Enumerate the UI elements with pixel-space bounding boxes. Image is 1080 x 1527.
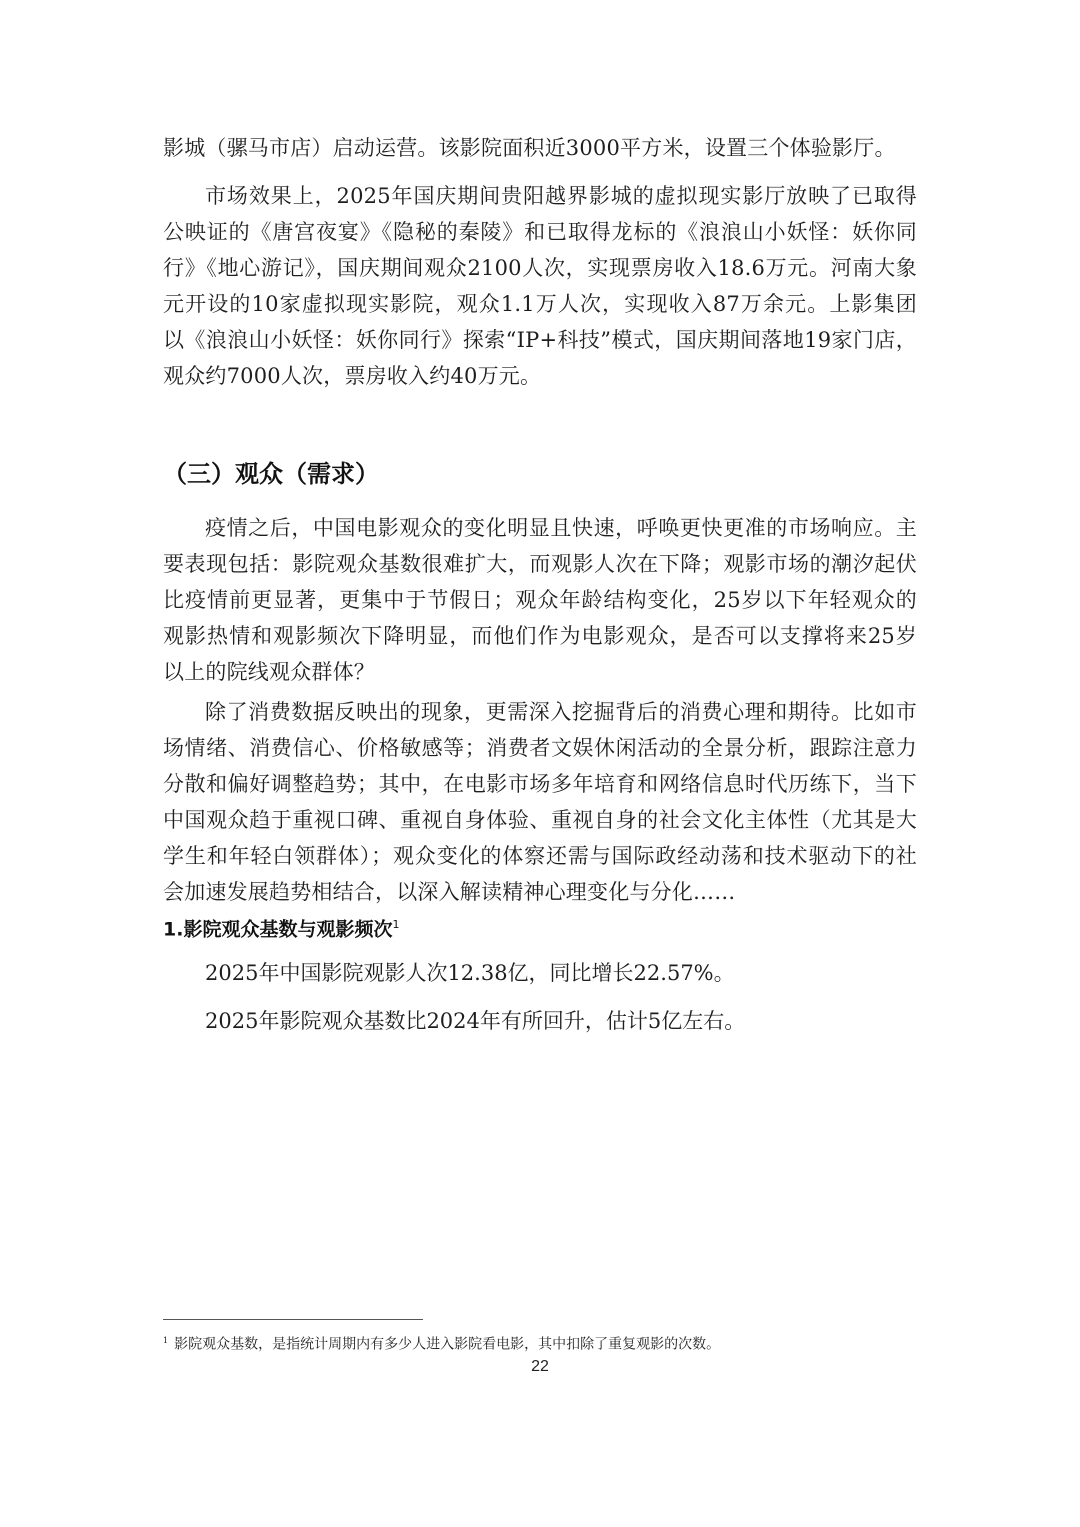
stat-line-admissions: 2025年中国影院观影人次12.38亿，同比增长22.57%。 <box>205 961 735 985</box>
section-heading: （三）观众（需求） <box>163 460 379 488</box>
paragraph-line: 影城（骡马市店）启动运营。该影院面积近3000平方米，设置三个体验影厅。 <box>163 136 896 160</box>
footnote-reference[interactable]: 1 <box>392 918 400 931</box>
footnote <box>163 1330 720 1356</box>
paragraph-line: 元开设的10家虚拟现实影院，观众1.1万人次，实现收入87万余元。上影集团 <box>163 292 917 316</box>
paragraph-line: 市场效果上，2025年国庆期间贵阳越界影城的虚拟现实影厅放映了已取得 <box>205 184 917 208</box>
paragraph-line: 观影热情和观影频次下降明显，而他们作为电影观众，是否可以支撑将来25岁 <box>163 624 917 648</box>
footnote-divider <box>163 1319 423 1320</box>
paragraph-line: 除了消费数据反映出的现象，更需深入挖掘背后的消费心理和期待。比如市 <box>205 700 917 724</box>
paragraph-line: 要表现包括：影院观众基数很难扩大，而观影人次在下降；观影市场的潮汐起伏 <box>163 552 917 576</box>
paragraph-line: 会加速发展趋势相结合，以深入解读精神心理变化与分化…… <box>163 880 736 904</box>
sub-heading <box>163 910 399 944</box>
footnote-text: 影院观众基数，是指统计周期内有多少人进入影院看电影，其中扣除了重复观影的次数。 <box>174 1336 721 1353</box>
paragraph-line: 比疫情前更显著，更集中于节假日；观众年龄结构变化，25岁以下年轻观众的 <box>163 588 917 612</box>
paragraph-audience-change <box>163 510 917 690</box>
paragraph-line: 中国观众趋于重视口碑、重视自身体验、重视自身的社会文化主体性（尤其是大 <box>163 808 917 832</box>
stat-line-audience-base: 2025年影院观众基数比2024年有所回升，估计5亿左右。 <box>205 1009 746 1033</box>
paragraph-continuation <box>163 130 917 166</box>
paragraph-line: 以上的院线观众群体？ <box>163 660 375 684</box>
paragraph-line: 行》《地心游记》，国庆期间观众2100人次，实现票房收入18.6万元。河南大象 <box>163 256 917 280</box>
paragraph-line: 公映证的《唐宫夜宴》《隐秘的秦陵》和已取得龙标的《浪浪山小妖怪：妖你同 <box>163 220 917 244</box>
paragraph-line: 场情绪、消费信心、价格敏感等；消费者文娱休闲活动的全景分析，跟踪注意力 <box>163 736 917 760</box>
footnote-marker: 1 <box>163 1336 169 1345</box>
paragraph-line: 学生和年轻白领群体）；观众变化的体察还需与国际政经动荡和技术驱动下的社 <box>163 844 917 868</box>
sub-heading-text: 1.影院观众基数与观影频次 <box>163 918 393 941</box>
page-number: 22 <box>531 1358 549 1375</box>
paragraph-consumer-psychology <box>163 694 917 910</box>
paragraph-line: 疫情之后，中国电影观众的变化明显且快速，呼唤更快更准的市场响应。主 <box>205 516 917 540</box>
paragraph-line: 观众约7000人次，票房收入约40万元。 <box>163 364 542 388</box>
paragraph-market-effect <box>163 178 917 394</box>
paragraph-line: 分散和偏好调整趋势；其中，在电影市场多年培育和网络信息时代历练下，当下 <box>163 772 917 796</box>
paragraph-line: 以《浪浪山小妖怪：妖你同行》探索“IP+科技”模式，国庆期间落地19家门店， <box>163 328 917 352</box>
